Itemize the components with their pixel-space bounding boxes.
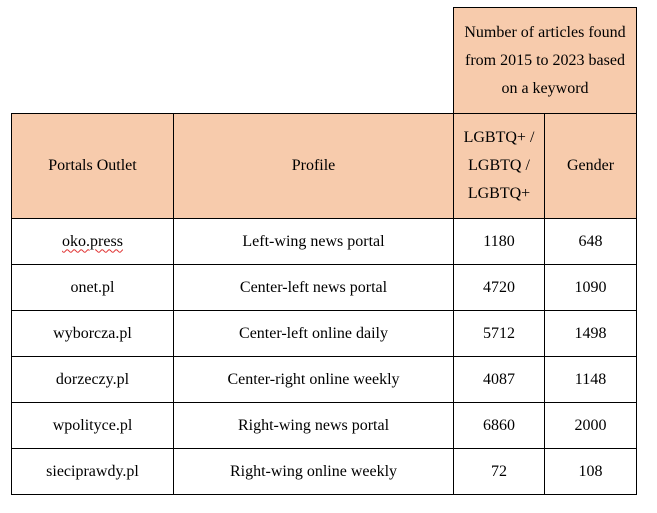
outlet-cell: onet.pl <box>12 265 174 311</box>
profile-cell: Center-right online weekly <box>174 357 454 403</box>
header-portals-outlet: Portals Outlet <box>12 114 174 219</box>
group-header-line: Number of articles found <box>464 23 626 41</box>
profile-cell: Center-left online daily <box>174 311 454 357</box>
profile-cell: Center-left news portal <box>174 265 454 311</box>
header-profile: Profile <box>174 114 454 219</box>
gender-count-cell: 1090 <box>545 265 637 311</box>
outlet-cell: dorzeczy.pl <box>12 357 174 403</box>
outlet-name: oko.press <box>62 232 123 250</box>
gender-count-cell: 648 <box>545 219 637 265</box>
group-header-row <box>12 8 637 114</box>
header-lgbtq-line: LGBTQ / <box>468 157 530 174</box>
lgbtq-count-cell: 6860 <box>454 403 545 449</box>
lgbtq-count-cell: 72 <box>454 449 545 495</box>
gender-count-cell: 1148 <box>545 357 637 403</box>
profile-cell: Left-wing news portal <box>174 219 454 265</box>
lgbtq-count-cell: 4087 <box>454 357 545 403</box>
table-row <box>12 311 637 357</box>
table-row <box>12 265 637 311</box>
lgbtq-count-cell: 5712 <box>454 311 545 357</box>
header-lgbtq <box>454 114 545 219</box>
outlet-cell: wpolityce.pl <box>12 403 174 449</box>
gender-count-cell: 2000 <box>545 403 637 449</box>
lgbtq-count-cell: 1180 <box>454 219 545 265</box>
outlet-cell <box>12 219 174 265</box>
header-lgbtq-line: LGBTQ+ / <box>463 129 535 146</box>
lgbtq-count-cell: 4720 <box>454 265 545 311</box>
column-header-row <box>12 114 637 219</box>
table-row <box>12 357 637 403</box>
table-row <box>12 219 637 265</box>
gender-count-cell: 108 <box>545 449 637 495</box>
empty-corner-cell <box>12 8 454 114</box>
table-row <box>12 449 637 495</box>
articles-table <box>11 7 637 495</box>
group-header-line: from 2015 to 2023 based <box>465 51 625 69</box>
header-lgbtq-line: LGBTQ+ <box>467 185 531 202</box>
group-header-cell <box>454 8 637 114</box>
gender-count-cell: 1498 <box>545 311 637 357</box>
table-row <box>12 403 637 449</box>
outlet-cell: sieciprawdy.pl <box>12 449 174 495</box>
profile-cell: Right-wing news portal <box>174 403 454 449</box>
profile-cell: Right-wing online weekly <box>174 449 454 495</box>
outlet-cell: wyborcza.pl <box>12 311 174 357</box>
header-gender: Gender <box>545 114 637 219</box>
group-header-line: on a keyword <box>501 79 589 97</box>
